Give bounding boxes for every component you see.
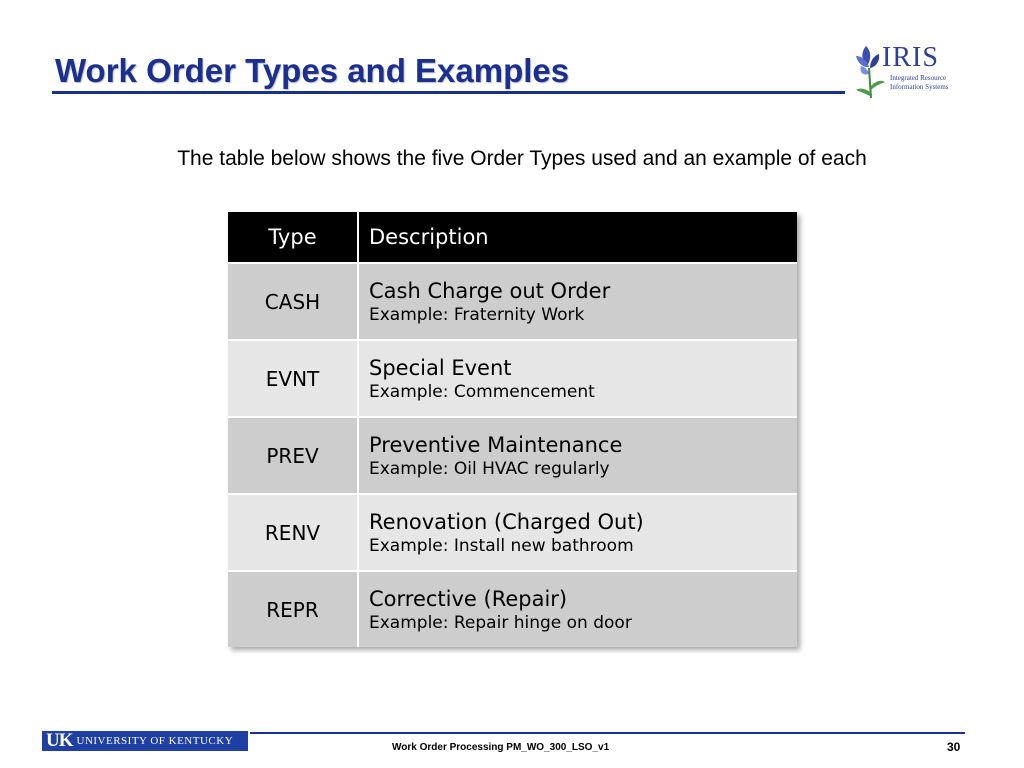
table-row	[228, 571, 797, 647]
table-row	[228, 494, 797, 571]
description-text: Special Event	[369, 355, 512, 380]
example-text: Example: Oil HVAC regularly	[369, 458, 610, 479]
university-name: UNIVERSITY OF KENTUCKY	[76, 735, 234, 747]
example-text: Example: Install new bathroom	[369, 535, 634, 556]
description-text: Corrective (Repair)	[369, 586, 568, 611]
logo-tagline-1: Integrated Resource	[890, 74, 947, 82]
university-logo	[42, 731, 248, 751]
order-types-table	[228, 212, 797, 647]
table-header-row	[228, 212, 797, 263]
footer-document-id: Work Order Processing PM_WO_300_LSO_v1	[392, 742, 610, 753]
description-text: Cash Charge out Order	[369, 278, 611, 303]
footer-divider	[250, 732, 965, 734]
subtitle-text: The table below shows the five Order Types used and an example of each	[177, 147, 867, 170]
type-cell: RENV	[228, 494, 358, 571]
type-cell: PREV	[228, 417, 358, 494]
type-cell: REPR	[228, 571, 358, 647]
title-underline	[52, 91, 845, 94]
description-cell	[358, 417, 797, 494]
table-row	[228, 263, 797, 340]
description-cell	[358, 263, 797, 340]
description-cell	[358, 340, 797, 417]
description-cell	[358, 571, 797, 647]
example-text: Example: Fraternity Work	[369, 304, 585, 325]
example-text: Example: Repair hinge on door	[369, 612, 632, 633]
uk-mark: UK	[46, 730, 73, 751]
example-text: Example: Commencement	[369, 381, 595, 402]
header-description: Description	[358, 212, 797, 263]
description-text: Renovation (Charged Out)	[369, 509, 644, 534]
type-cell: EVNT	[228, 340, 358, 417]
slide-subtitle	[0, 147, 1024, 171]
type-cell: CASH	[228, 263, 358, 340]
description-cell	[358, 494, 797, 571]
table-row	[228, 417, 797, 494]
iris-logo	[852, 42, 952, 102]
page-number: 30	[947, 740, 961, 754]
header-type: Type	[228, 212, 358, 263]
logo-wordmark: IRIS	[882, 42, 939, 73]
logo-tagline-2: Information Systems	[890, 83, 949, 91]
slide-title: Work Order Types and Examples	[55, 52, 570, 89]
table-row	[228, 340, 797, 417]
description-text: Preventive Maintenance	[369, 432, 623, 457]
